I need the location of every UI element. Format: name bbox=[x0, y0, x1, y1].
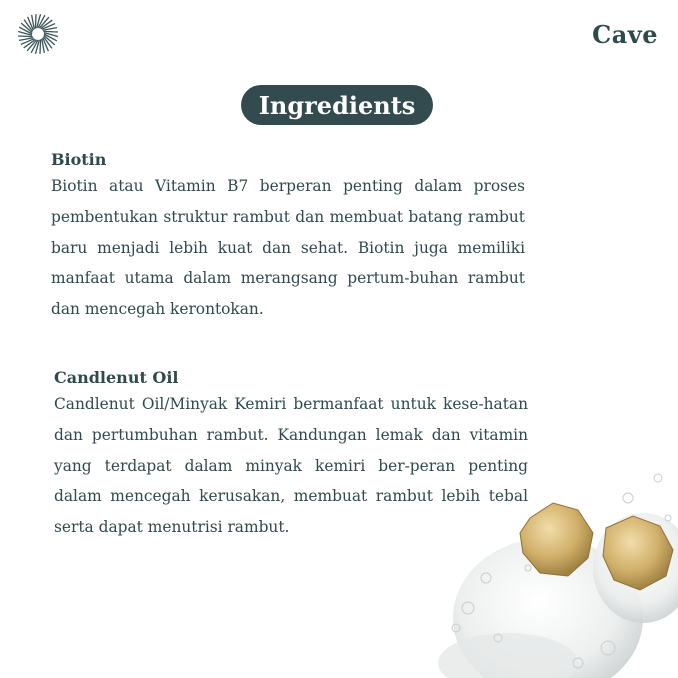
section-body: Candlenut Oil/Minyak Kemiri bermanfaat untuk kese-hatan dan pertumbuhan rambut. Kandungan lemak dan vitamin yang terdapat dalam minyak kemiri ber-peran penting dalam mencegah kerusakan, membuat rambut lebih tebal serta dapat menutrisi rambut. bbox=[54, 395, 528, 537]
section-body: Biotin atau Vitamin B7 berperan penting dalam proses pembentukan struktur rambut dan membuat batang rambut baru menjadi lebih kuat dan sehat. Biotin juga memiliki manfaat utama dalam merangsang pertum-buhan rambut dan mencegah kerontokan. bbox=[51, 177, 525, 319]
candlenut-foam-illustration bbox=[428, 458, 678, 678]
page-title: Ingredients bbox=[241, 85, 433, 125]
sunburst-logo-icon bbox=[16, 12, 60, 56]
brand-logo: Cave bbox=[592, 20, 658, 49]
section-biotin bbox=[51, 150, 525, 325]
section-heading: Biotin bbox=[51, 150, 107, 169]
section-heading: Candlenut Oil bbox=[54, 368, 179, 387]
